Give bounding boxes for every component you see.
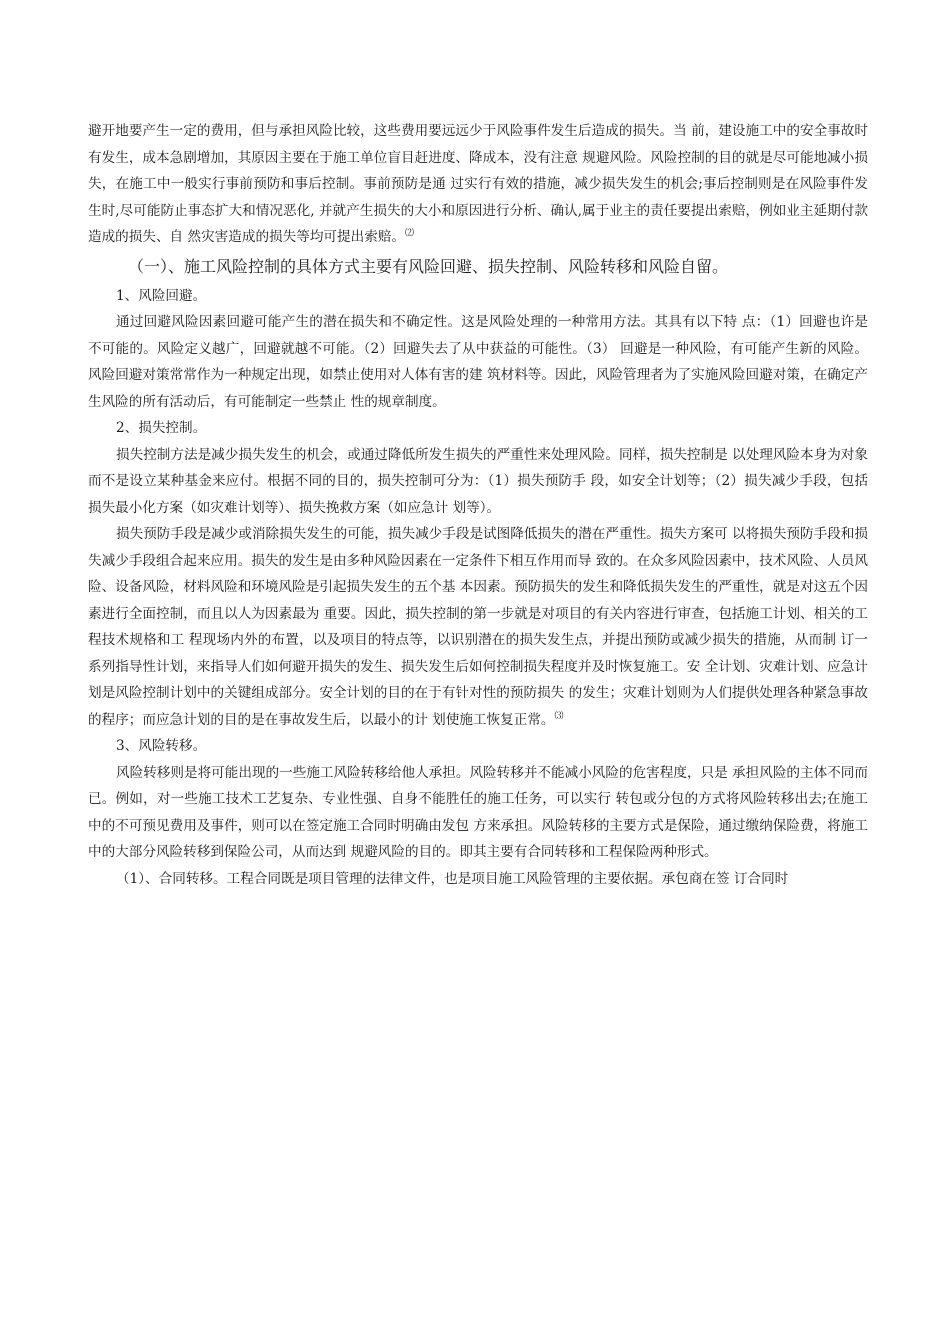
subheading-loss-control: 2、损失控制。 <box>116 420 207 436</box>
paragraph-text: 损失预防手段是减少或消除损失发生的可能，损失减少手段是试图降低损失的潜在严重性。损失方案可 以将损失预防手段和损失减少手段组合起来应用。损失的发生是由多种风险因素在一定条件下相互作用而导 致的。在众多风险因素中，技术风险、人员风险、设备风险，材料风险和环境风险是引起损失发生的五个基 本因素。预防损失的发生和降低损失发生的严重性，就是对这五个因素进行全面控制，而且以人为因素最为 重要。因此，损失控制的第一步就是对项目的有关内容进行审查，包括施工计划、相关的工程技术规格和工 程现场内外的布置，以及项目的特点等，以识别潜在的损失发生点，并提出预防或减少损失的措施，从而制 订一系列指导性计划，来指导人们如何避开损失的发生、损失发生后如何控制损失程度并及时恢复施工。安 全计划、灾难计划、应急计划是风险控制计划中的关键组成部分。安全计划的目的在于有针对性的预防损失 的发生；灾难计划则为人们提供处理各种紧急事故的程序；而应急计划的目的是在事故发生后，以最小的计 划使施工恢复正常。 <box>88 526 868 728</box>
section-title: （一）、施工风险控制的具体方式主要有风险回避、损失控制、风险转移和风险自留。 <box>128 256 729 276</box>
citation-ref: ⑶ <box>554 710 564 721</box>
subheading-risk-transfer: 3、风险转移。 <box>116 738 207 754</box>
paragraph-text: 避开地要产生一定的费用，但与承担风险比较，这些费用要远远少于风险事件发生后造成的损失。当 前，建设施工中的安全事故时有发生，成本急剧增加，其原因主要在于施工单位盲目赶进度、降成本，没有注意 规避风险。风险控制的目的就是尽可能地减小损失，在施工中一般实行事前预防和事后控制。事前预防是通 过实行有效的措施，减少损失发生的机会;事后控制则是在风险事件发生时,尽可能防止事态扩大和情况恶化, 并就产生损失的大小和原因进行分析、确认,属于业主的责任要提出索赔，例如业主延期付款造成的损失、自 然灾害造成的损失等均可提出索赔。 <box>88 123 868 245</box>
paragraph-contract-transfer: （1）、合同转移。工程合同既是项目管理的法律文件，也是项目施工风险管理的主要依据。承包商在签 订合同时 <box>116 870 789 887</box>
paragraph-loss-control-2 <box>88 521 868 733</box>
citation-ref: ⑵ <box>404 228 414 239</box>
paragraph-risk-transfer: 风险转移则是将可能出现的一些施工风险转移给他人承担。风险转移并不能减小风险的危害程度，只是 承担风险的主体不同而已。例如，对一些施工技术工艺复杂、专业性强、自身不能胜任的施工任务，可以实行 转包或分包的方式将风险转移出去;在施工中的不可预见费用及事件，则可以在签定施工合同时明确由发包 方来承担。风险转移的主要方式是保险，通过缴纳保险费，将施工中的大部分风险转移到保险公司，从而达到 规避风险的目的。即其主要有合同转移和工程保险两种形式。 <box>88 764 868 860</box>
paragraph-loss-control-1: 损失控制方法是减少损失发生的机会，或通过降低所发生损失的严重性来处理风险。同样，损失控制是 以处理风险本身为对象而不是设立某种基金来应付。根据不同的目的，损失控制可分为：（1）损失预防手 段，如安全计划等；（2）损失减少手段，包括损失最小化方案（如灾难计划等）、损失挽救方案（如应急计 划等）。 <box>88 446 868 516</box>
paragraph-risk-avoidance: 通过回避风险因素回避可能产生的潜在损失和不确定性。这是风险处理的一种常用方法。其具有以下特 点：（1）回避也许是不可能的。风险定义越广，回避就越不可能。（2）回避失去了从中获益的可能性。（3） 回避是一种风险，有可能产生新的风险。风险回避对策常常作为一种规定出现，如禁止使用对人体有害的建 筑材料等。因此，风险管理者为了实施风险回避对策，在确定产生风险的所有活动后，有可能制定一些禁止 性的规章制度。 <box>88 314 868 410</box>
subheading-risk-avoidance: 1、风险回避。 <box>116 287 207 304</box>
paragraph-intro <box>88 118 868 251</box>
document-page <box>88 118 868 892</box>
